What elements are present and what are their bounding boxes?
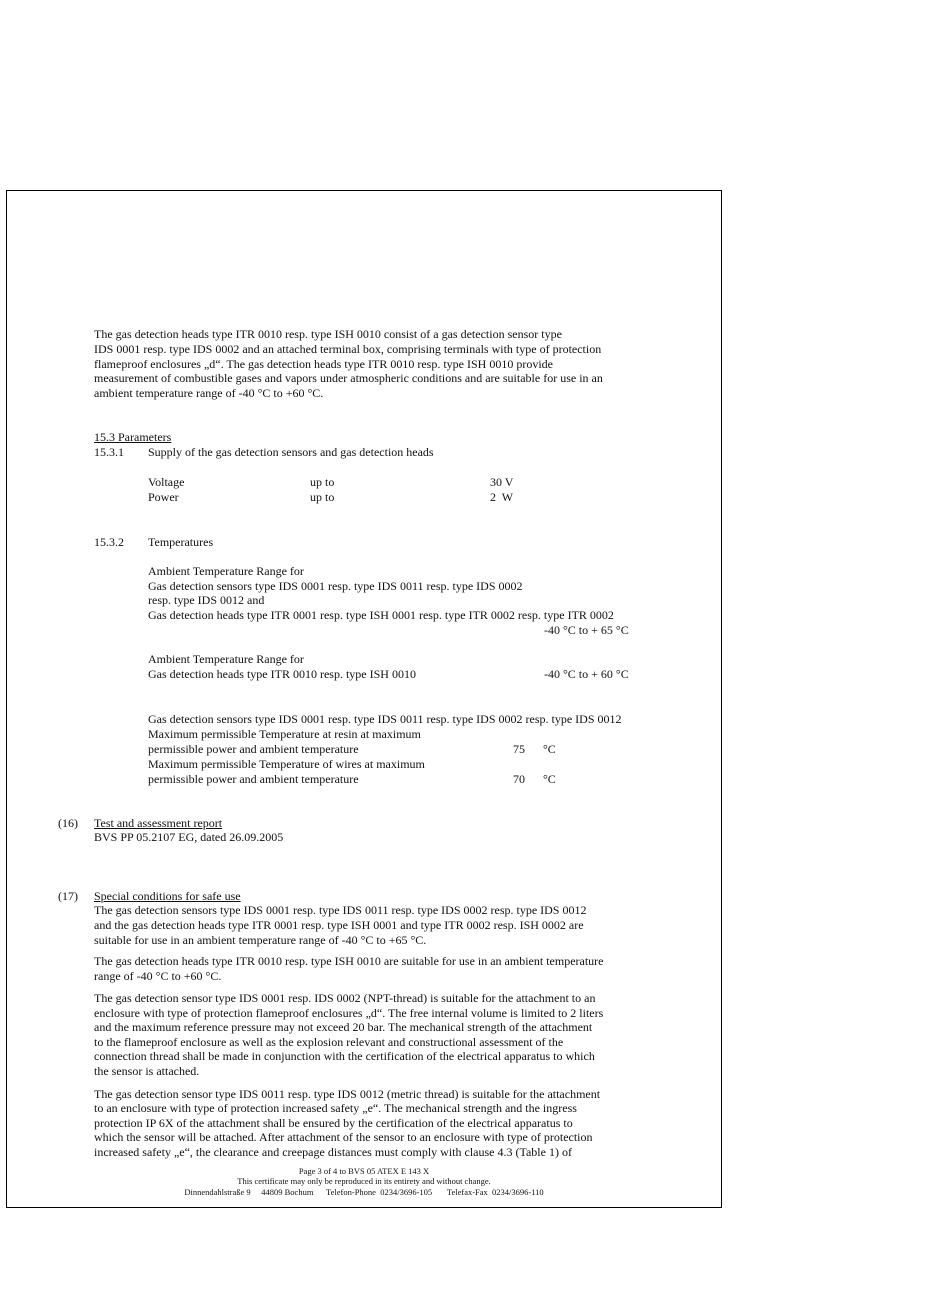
temps-block1-line: Gas detection heads type ITR 0001 resp. type ISH 0001 resp. type ITR 0002 resp. type ITR 0002 (148, 608, 614, 622)
temps-block1-line: Ambient Temperature Range for (148, 564, 304, 578)
section17-number: (17) (58, 889, 78, 903)
section17-p4-line: to an enclosure with type of protection increased safety „e“. The mechanical strength and the ingress (94, 1101, 577, 1115)
temps-block2-line: Ambient Temperature Range for (148, 652, 304, 666)
section16-report: BVS PP 05.2107 EG, dated 26.09.2005 (94, 830, 284, 844)
section17-p1-line: The gas detection sensors type IDS 0001 resp. type IDS 0011 resp. type IDS 0002 resp. type IDS 0012 (94, 903, 587, 917)
temps-block1-range: -40 °C to + 65 °C (544, 623, 629, 637)
power-qualifier: up to (310, 490, 335, 504)
intro-line: flameproof enclosures „d“. The gas detection heads type ITR 0010 resp. type ISH 0010 provide (94, 357, 553, 371)
section17-title: Special conditions for safe use (94, 889, 241, 903)
intro-line: measurement of combustible gases and vapors under atmospheric conditions and are suitable for use in an (94, 371, 603, 385)
section17-p3-line: the sensor is attached. (94, 1064, 200, 1078)
resin-unit: °C (543, 742, 556, 756)
intro-line: ambient temperature range of -40 °C to +60 °C. (94, 386, 324, 400)
intro-line: IDS 0001 resp. type IDS 0002 and an attached terminal box, comprising terminals with type of protection (94, 342, 602, 356)
footer-address: Dinnendahlstraße 9 44809 Bochum Telefon-Phone 0234/3696-105 Telefax-Fax 0234/3696-110 (184, 1187, 544, 1197)
section17-p4-line: increased safety „e“, the clearance and creepage distances must comply with clause 4.3 (Table 1) of (94, 1145, 572, 1159)
footer-page-number: Page 3 of 4 to BVS 05 ATEX E 143 X (298, 1166, 430, 1176)
section17-p4-line: protection IP 6X of the attachment shall be ensured by the certification of the electrical apparatus to (94, 1116, 573, 1130)
section17-p3-line: and the maximum reference pressure may not exceed 20 bar. The mechanical strength of the attachment (94, 1020, 593, 1034)
supply-title: Supply of the gas detection sensors and gas detection heads (148, 445, 434, 459)
wires-unit: °C (543, 772, 556, 786)
section17-p4-line: The gas detection sensor type IDS 0011 resp. type IDS 0012 (metric thread) is suitable for the attachment (94, 1087, 601, 1101)
section17-p2-line: range of -40 °C to +60 °C. (94, 969, 222, 983)
section17-p3-line: connection thread shall be made in conjunction with the certification of the electrical apparatus to which (94, 1049, 595, 1063)
section16-title: Test and assessment report (94, 816, 223, 830)
temps-block1-line: resp. type IDS 0012 and (148, 593, 265, 607)
temps-block2-range: -40 °C to + 60 °C (544, 667, 629, 681)
section17-p4-line: which the sensor will be attached. After attachment of the sensor to an enclosure with type of protection (94, 1130, 593, 1144)
voltage-label: Voltage (148, 475, 185, 489)
wires-line: Maximum permissible Temperature of wires at maximum (148, 757, 425, 771)
resin-value: 75 (513, 742, 525, 756)
wires-line: permissible power and ambient temperature (148, 772, 359, 786)
temps-title: Temperatures (148, 535, 214, 549)
voltage-value: 30 V (490, 475, 514, 489)
params-heading: 15.3 Parameters (94, 430, 172, 444)
temps-block2-line: Gas detection heads type ITR 0010 resp. type ISH 0010 (148, 667, 416, 681)
power-label: Power (148, 490, 179, 504)
section17-p3-line: to the flameproof enclosure as well as the explosion relevant and constructional assessment of the (94, 1035, 564, 1049)
temps-number: 15.3.2 (94, 535, 124, 549)
voltage-qualifier: up to (310, 475, 335, 489)
section17-p1-line: suitable for use in an ambient temperature range of -40 °C to +65 °C. (94, 933, 427, 947)
section17-p3-line: enclosure with type of protection flameproof enclosures „d“. The free internal volume is limited to 2 liters (94, 1006, 604, 1020)
section17-p3-line: The gas detection sensor type IDS 0001 resp. IDS 0002 (NPT-thread) is suitable for the attachment to an (94, 991, 596, 1005)
temps-block3-heading: Gas detection sensors type IDS 0001 resp. type IDS 0011 resp. type IDS 0002 resp. type IDS 0012 (148, 712, 622, 726)
footer-notice: This certificate may only be reproduced in its entirety and without change. (237, 1176, 491, 1186)
section17-p1-line: and the gas detection heads type ITR 0001 resp. type ISH 0001 and type ITR 0002 resp. ISH 0002 are (94, 918, 584, 932)
section16-number: (16) (58, 816, 78, 830)
section17-p2-line: The gas detection heads type ITR 0010 resp. type ISH 0010 are suitable for use in an ambient temperature (94, 954, 604, 968)
power-value: 2 W (490, 490, 514, 504)
intro-line: The gas detection heads type ITR 0010 resp. type ISH 0010 consist of a gas detection sensor type (94, 327, 562, 341)
wires-value: 70 (513, 772, 525, 786)
temps-block1-line: Gas detection sensors type IDS 0001 resp. type IDS 0011 resp. type IDS 0002 (148, 579, 523, 593)
supply-number: 15.3.1 (94, 445, 124, 459)
resin-line: permissible power and ambient temperature (148, 742, 359, 756)
resin-line: Maximum permissible Temperature at resin at maximum (148, 727, 421, 741)
